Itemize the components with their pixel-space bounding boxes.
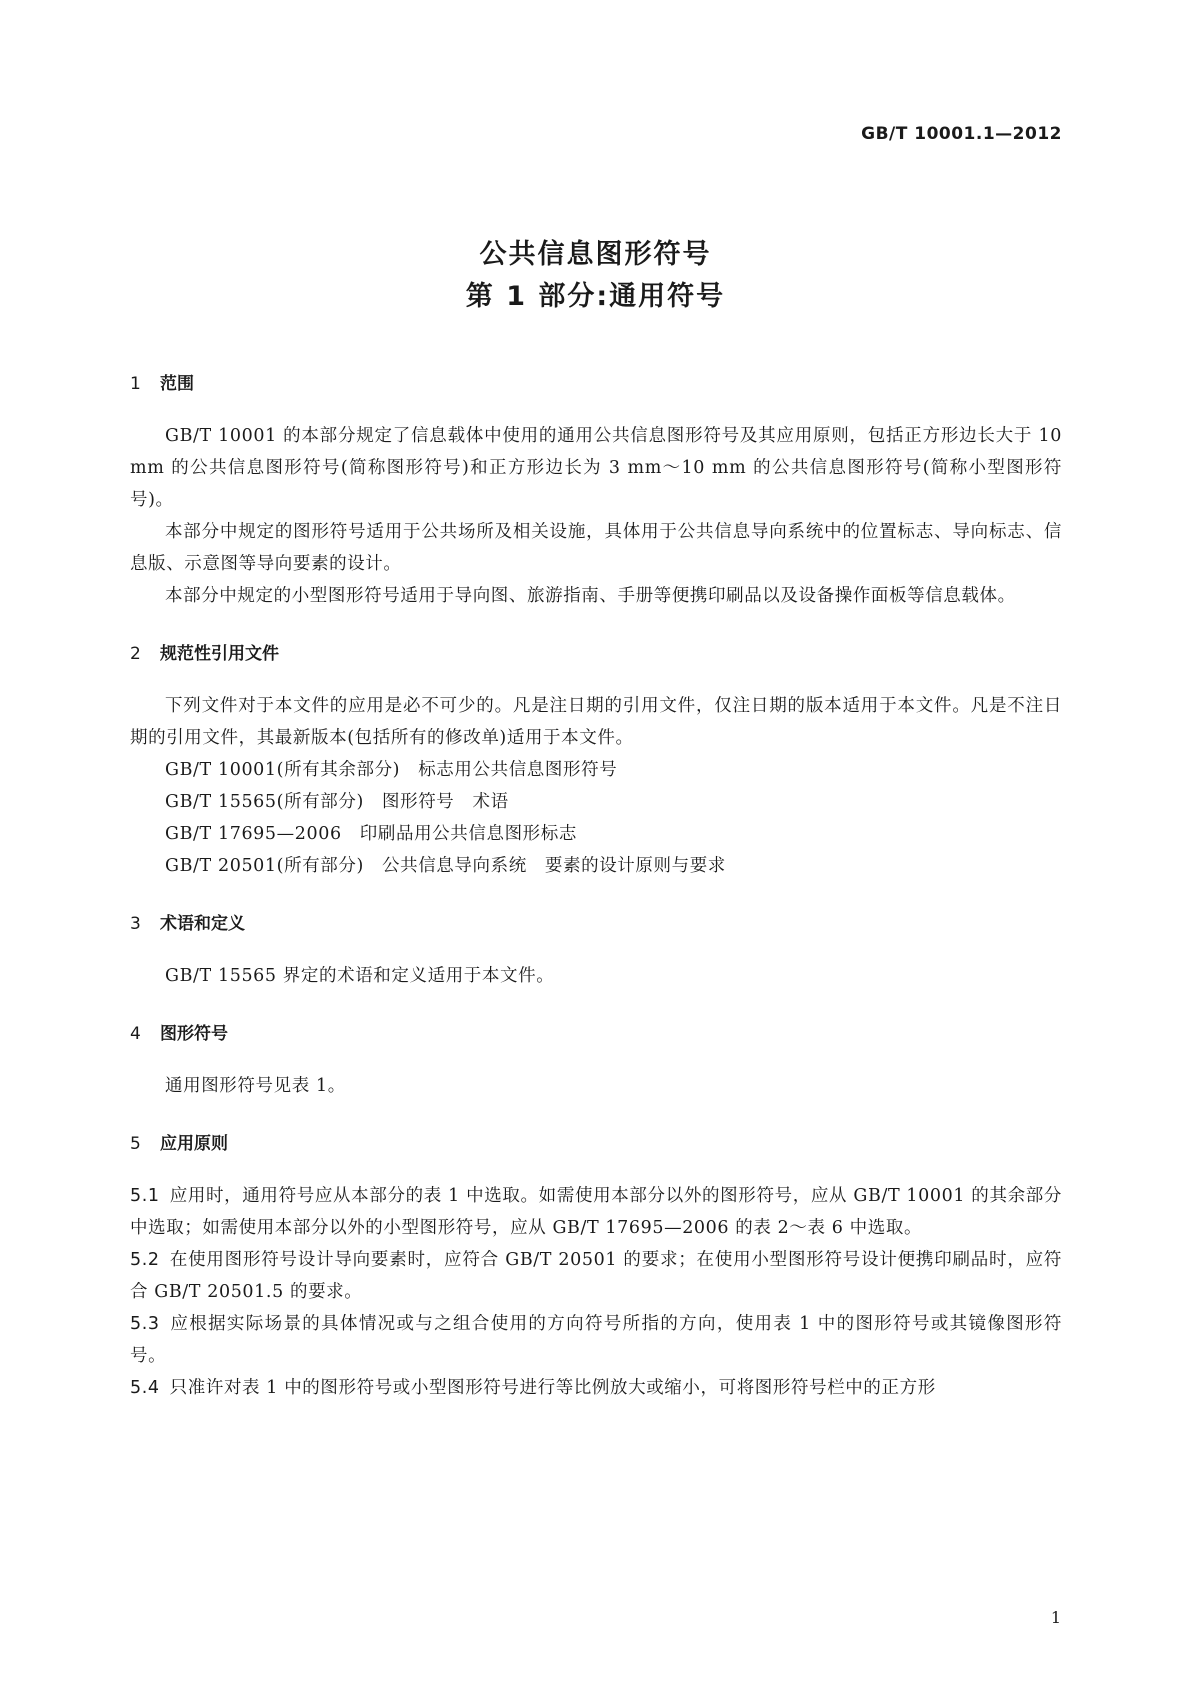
- clause: [130, 1180, 1062, 1244]
- section-heading-graphical-symbols: [130, 1018, 1062, 1050]
- clause: [130, 1372, 1062, 1404]
- standard-code: GB/T 10001.1—2012: [861, 124, 1062, 144]
- paragraph: 本部分中规定的小型图形符号适用于导向图、旅游指南、手册等便携印刷品以及设备操作面板等信息载体。: [165, 586, 1016, 606]
- document-title: 公共信息图形符号: [479, 239, 712, 270]
- clause-number: 5.4: [130, 1378, 160, 1398]
- paragraph: 通用图形符号见表 1。: [165, 1076, 346, 1096]
- section-title: 范围: [160, 374, 194, 394]
- section-title: 术语和定义: [160, 914, 245, 934]
- clause-text: 应根据实际场景的具体情况或与之组合使用的方向符号所指的方向，使用表 1 中的图形符号或其镜像图形符号。: [130, 1314, 1062, 1366]
- page-number: 1: [1050, 1608, 1061, 1627]
- clause-text: 只准许对表 1 中的图形符号或小型图形符号进行等比例放大或缩小，可将图形符号栏中的正方形: [169, 1378, 936, 1398]
- section-number: 5: [130, 1134, 141, 1154]
- document-body: [130, 368, 1062, 1404]
- paragraph: 本部分中规定的图形符号适用于公共场所及相关设施，具体用于公共信息导向系统中的位置标志、导向标志、信息版、示意图等导向要素的设计。: [130, 522, 1062, 574]
- section-heading-terms: [130, 908, 1062, 940]
- paragraph: GB/T 10001 的本部分规定了信息载体中使用的通用公共信息图形符号及其应用原则，包括正方形边长大于 10 mm 的公共信息图形符号(简称图形符号)和正方形边长为 3 mm～10 mm 的公共信息图形符号(简称小型图形符号)。: [130, 426, 1062, 510]
- clause-number: 5.2: [130, 1250, 160, 1270]
- section-number: 2: [130, 644, 141, 664]
- reference-item: GB/T 10001(所有其余部分) 标志用公共信息图形符号: [165, 760, 618, 780]
- section-title: 图形符号: [160, 1024, 228, 1044]
- reference-item: GB/T 20501(所有部分) 公共信息导向系统 要素的设计原则与要求: [165, 856, 726, 876]
- clause-text: 在使用图形符号设计导向要素时，应符合 GB/T 20501 的要求；在使用小型图形符号设计便携印刷品时，应符合 GB/T 20501.5 的要求。: [130, 1250, 1062, 1302]
- clause-text: 应用时，通用符号应从本部分的表 1 中选取。如需使用本部分以外的图形符号，应从 GB/T 10001 的其余部分中选取；如需使用本部分以外的小型图形符号，应从 GB/T 17695—2006 的表 2～表 6 中选取。: [130, 1186, 1062, 1238]
- paragraph: 下列文件对于本文件的应用是必不可少的。凡是注日期的引用文件，仅注日期的版本适用于本文件。凡是不注日期的引用文件，其最新版本(包括所有的修改单)适用于本文件。: [130, 696, 1062, 748]
- section-title: 规范性引用文件: [160, 644, 279, 664]
- section-title: 应用原则: [160, 1134, 228, 1154]
- clause: [130, 1244, 1062, 1308]
- document-subtitle: 第 1 部分:通用符号: [465, 281, 726, 312]
- paragraph: GB/T 15565 界定的术语和定义适用于本文件。: [165, 966, 555, 986]
- reference-item: GB/T 17695—2006 印刷品用公共信息图形标志: [165, 824, 577, 844]
- section-heading-scope: [130, 368, 1062, 400]
- reference-item: GB/T 15565(所有部分) 图形符号 术语: [165, 792, 509, 812]
- clause-number: 5.3: [130, 1314, 160, 1334]
- section-heading-normative-references: [130, 638, 1062, 670]
- clause-number: 5.1: [130, 1186, 160, 1206]
- section-number: 4: [130, 1024, 141, 1044]
- section-number: 3: [130, 914, 141, 934]
- section-heading-application-principles: [130, 1128, 1062, 1160]
- clause: [130, 1308, 1062, 1372]
- section-number: 1: [130, 374, 141, 394]
